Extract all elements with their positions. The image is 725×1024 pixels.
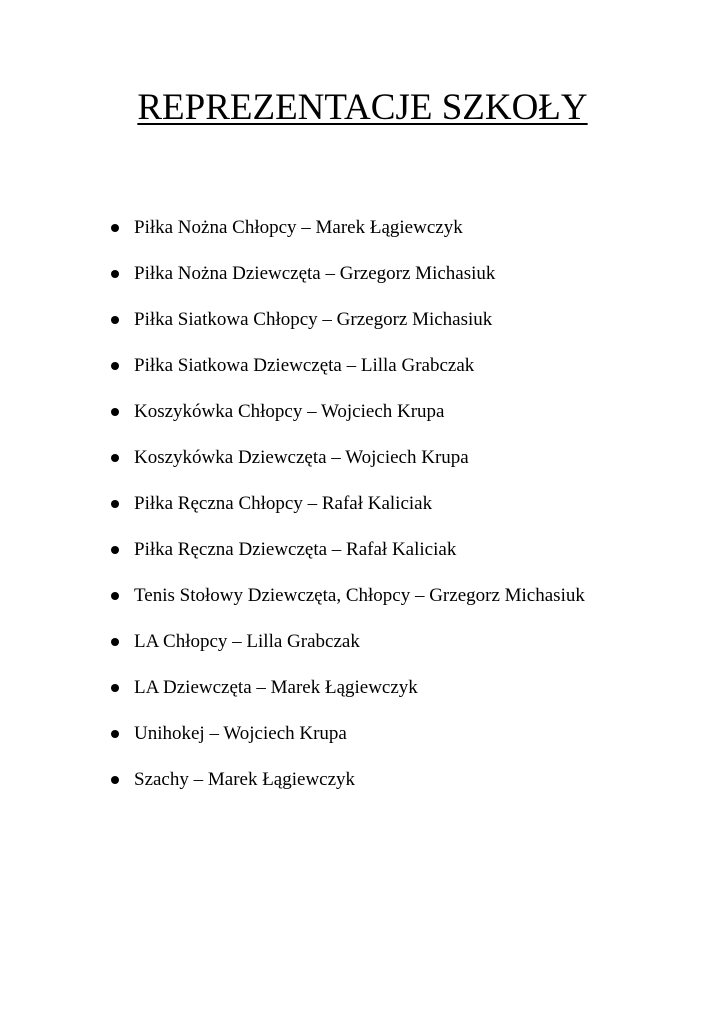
list-item-text: LA Chłopcy – Lilla Grabczak [134, 631, 360, 652]
list-item [0, 343, 725, 389]
list-item [0, 527, 725, 573]
bullet-icon [111, 500, 119, 508]
list-item-text: Piłka Siatkowa Dziewczęta – Lilla Grabczak [134, 355, 475, 376]
list-item-text: Koszykówka Dziewczęta – Wojciech Krupa [134, 447, 469, 468]
bullet-icon [111, 684, 119, 692]
list-item [0, 251, 725, 297]
bullet-icon [111, 730, 119, 738]
team-list [0, 205, 725, 803]
list-item [0, 757, 725, 803]
list-item-text: Tenis Stołowy Dziewczęta, Chłopcy – Grzegorz Michasiuk [134, 585, 585, 606]
page-title: REPREZENTACJE SZKOŁY [137, 87, 588, 128]
list-item [0, 573, 725, 619]
list-item [0, 297, 725, 343]
list-item [0, 389, 725, 435]
list-item [0, 665, 725, 711]
bullet-icon [111, 316, 119, 324]
list-item [0, 205, 725, 251]
bullet-icon [111, 224, 119, 232]
bullet-icon [111, 638, 119, 646]
bullet-icon [111, 454, 119, 462]
list-item-text: Piłka Ręczna Dziewczęta – Rafał Kaliciak [134, 539, 457, 560]
list-item-text: Piłka Nożna Dziewczęta – Grzegorz Michasiuk [134, 263, 496, 284]
bullet-icon [111, 362, 119, 370]
list-item [0, 481, 725, 527]
list-item-text: Unihokej – Wojciech Krupa [134, 723, 347, 744]
bullet-icon [111, 546, 119, 554]
list-item-text: LA Dziewczęta – Marek Łągiewczyk [134, 677, 418, 698]
list-item-text: Piłka Ręczna Chłopcy – Rafał Kaliciak [134, 493, 433, 514]
list-item-text: Piłka Nożna Chłopcy – Marek Łągiewczyk [134, 217, 463, 238]
list-item-text: Koszykówka Chłopcy – Wojciech Krupa [134, 401, 445, 422]
list-item [0, 619, 725, 665]
list-item [0, 711, 725, 757]
list-item-text: Piłka Siatkowa Chłopcy – Grzegorz Michasiuk [134, 309, 493, 330]
bullet-icon [111, 408, 119, 416]
bullet-icon [111, 270, 119, 278]
list-item-text: Szachy – Marek Łągiewczyk [134, 769, 356, 790]
bullet-icon [111, 592, 119, 600]
bullet-icon [111, 776, 119, 784]
list-item [0, 435, 725, 481]
